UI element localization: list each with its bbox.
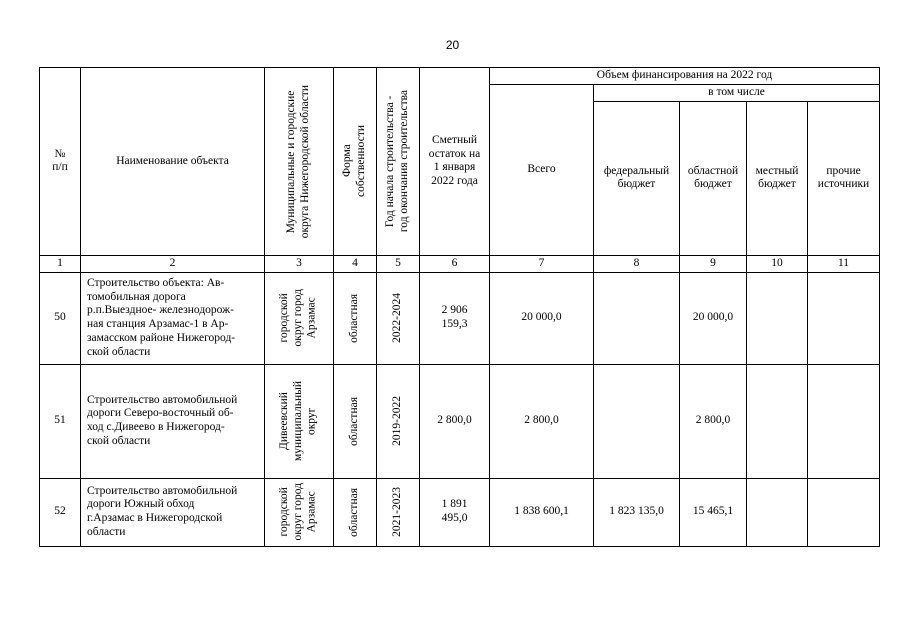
header-no: № п/п <box>40 68 81 256</box>
row-regional: 2 800,0 <box>680 364 747 478</box>
row-regional: 15 465,1 <box>680 478 747 546</box>
header-municipal <box>265 68 334 256</box>
row-municipal <box>265 478 334 546</box>
row-name: Строительство автомобильной дороги Северо-восточный об- ход с.Дивеево в Нижегород- ской области <box>81 364 265 478</box>
row-remainder: 1 891 495,0 <box>420 478 490 546</box>
column-number: 9 <box>680 255 747 272</box>
row-federal <box>594 272 680 364</box>
header-federal: федеральный бюджет <box>594 101 680 255</box>
column-number: 6 <box>420 255 490 272</box>
header-years <box>377 68 420 256</box>
row-remainder: 2 906 159,3 <box>420 272 490 364</box>
row-years <box>377 272 420 364</box>
column-number: 1 <box>40 255 81 272</box>
column-number: 11 <box>808 255 880 272</box>
row-total: 1 838 600,1 <box>490 478 594 546</box>
column-number: 5 <box>377 255 420 272</box>
financing-table <box>39 67 880 547</box>
header-local: местный бюджет <box>747 101 808 255</box>
row-local <box>747 478 808 546</box>
column-number: 7 <box>490 255 594 272</box>
column-number: 2 <box>81 255 265 272</box>
row-ownership <box>334 364 377 478</box>
row-no: 50 <box>40 272 81 364</box>
header-regional: областной бюджет <box>680 101 747 255</box>
row-local <box>747 272 808 364</box>
column-number-row <box>40 255 880 272</box>
column-number: 10 <box>747 255 808 272</box>
row-years-text: 2021-2023 <box>391 487 404 538</box>
page-number: 20 <box>445 38 460 52</box>
header-years-text: Год начала строительства - год окончания строительства <box>384 90 410 233</box>
row-ownership-text: областная <box>348 293 361 343</box>
row-years-text: 2022-2024 <box>391 293 404 344</box>
header-ownership <box>334 68 377 256</box>
row-years <box>377 478 420 546</box>
row-federal <box>594 364 680 478</box>
column-number: 3 <box>265 255 334 272</box>
header-remainder: Сметный остаток на 1 января 2022 года <box>420 68 490 256</box>
row-municipal-text: Дивеевский муниципальный округ <box>278 381 318 462</box>
row-years-text: 2019-2022 <box>391 396 404 447</box>
row-no: 51 <box>40 364 81 478</box>
row-other <box>808 364 880 478</box>
header-funding: Объем финансирования на 2022 год <box>490 68 880 85</box>
row-municipal <box>265 364 334 478</box>
row-ownership <box>334 272 377 364</box>
row-municipal-text: городской округ город Арзамас <box>278 483 318 541</box>
column-number: 4 <box>334 255 377 272</box>
row-ownership-text: областная <box>348 487 361 537</box>
table-row <box>40 364 880 478</box>
header-ownership-text: Форма собственности <box>341 125 367 198</box>
row-remainder: 2 800,0 <box>420 364 490 478</box>
table-row <box>40 478 880 546</box>
row-regional: 20 000,0 <box>680 272 747 364</box>
row-total: 2 800,0 <box>490 364 594 478</box>
row-years <box>377 364 420 478</box>
row-municipal-text: городской округ город Арзамас <box>278 289 318 347</box>
header-municipal-text: Муниципальные и городские округа Нижегородской области <box>285 84 311 239</box>
row-name: Строительство автомобильной дороги Южный обход г.Арзамас в Нижегородской области <box>81 478 265 546</box>
header-name: Наименование объекта <box>81 68 265 256</box>
column-number: 8 <box>594 255 680 272</box>
row-other <box>808 272 880 364</box>
row-local <box>747 364 808 478</box>
row-total: 20 000,0 <box>490 272 594 364</box>
row-federal: 1 823 135,0 <box>594 478 680 546</box>
header-including: в том числе <box>594 85 880 102</box>
row-no: 52 <box>40 478 81 546</box>
row-other <box>808 478 880 546</box>
table-row <box>40 272 880 364</box>
row-ownership <box>334 478 377 546</box>
row-municipal <box>265 272 334 364</box>
row-name: Строительство объекта: Ав- томобильная дорога р.п.Выездное- железнодорож- ная станция Арзамас-1 в Ар- замасском районе Нижегород- ской области <box>81 272 265 364</box>
header-other: прочие источники <box>808 101 880 255</box>
row-ownership-text: областная <box>348 396 361 446</box>
header-total: Всего <box>490 85 594 256</box>
